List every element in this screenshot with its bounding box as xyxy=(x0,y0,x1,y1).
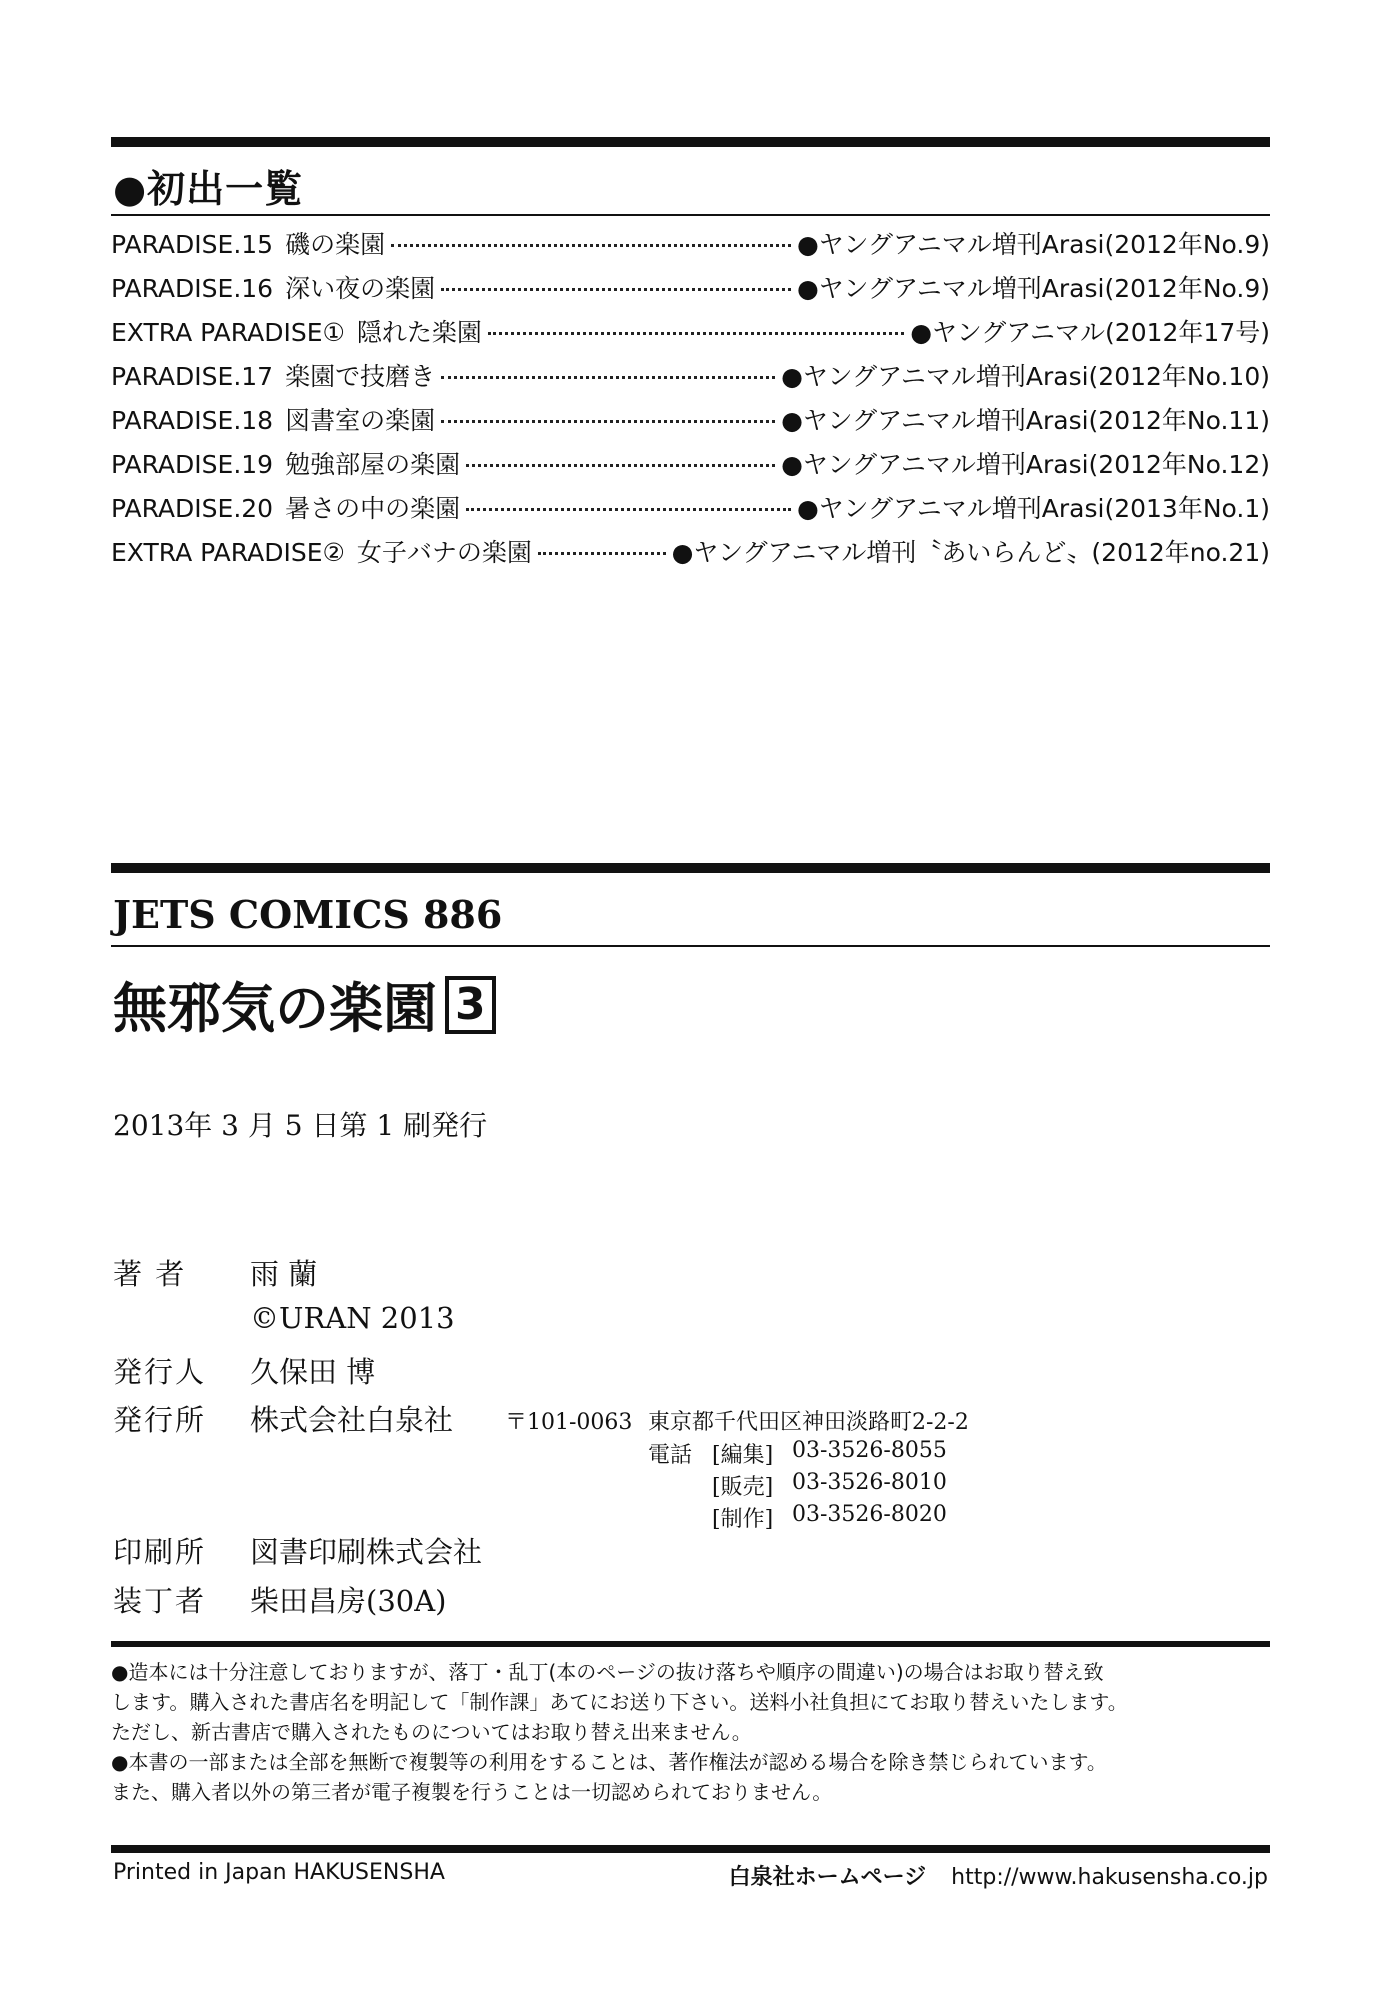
homepage-url[interactable]: http://www.hakusensha.co.jp xyxy=(951,1865,1268,1890)
colophon-thick-rule xyxy=(111,863,1270,873)
phone-number-production: 03-3526-8020 xyxy=(792,1502,947,1527)
notice-line: ●本書の一部または全部を無断で複製等の利用をすることは、著作権法が認める場合を除き禁じられています。 xyxy=(111,1750,1107,1774)
heading-underline xyxy=(111,214,1270,216)
notice-line: ●造本には十分注意しておりますが、落丁・乱丁(本のページの抜け落ちや順序の間違い)の場合はお取り替え致 xyxy=(111,1660,1104,1684)
list-item xyxy=(111,225,1270,269)
source-magazine: ●ヤングアニマル(2012年17号) xyxy=(910,318,1270,347)
notice-rule xyxy=(111,1641,1270,1647)
chapter-title: 磯の楽園 xyxy=(285,230,386,259)
designer-label: 装丁者 xyxy=(113,1584,207,1618)
designer-name: 柴田昌房(30A) xyxy=(250,1584,447,1618)
chapter-title: 深い夜の楽園 xyxy=(285,274,436,303)
source-magazine: ●ヤングアニマル増刊Arasi(2012年No.10) xyxy=(781,362,1270,391)
dot-leader xyxy=(488,332,904,335)
source-magazine: ●ヤングアニマル増刊Arasi(2012年No.9) xyxy=(796,274,1270,303)
list-item xyxy=(111,533,1270,577)
dot-leader xyxy=(441,288,791,291)
book-title xyxy=(113,966,496,1043)
printer-name: 図書印刷株式会社 xyxy=(250,1535,483,1569)
publication-date: 2013年 3 月 5 日第 1 刷発行 xyxy=(113,1109,488,1142)
chapter-title: 暑さの中の楽園 xyxy=(285,494,461,523)
chapter-number: PARADISE.17 xyxy=(111,362,274,391)
series-name: JETS COMICS 886 xyxy=(113,892,503,937)
homepage-label: 白泉社ホームページ xyxy=(728,1865,927,1890)
chapter-title: 勉強部屋の楽園 xyxy=(285,450,461,479)
author-name: 雨 蘭 xyxy=(250,1257,318,1291)
dot-leader xyxy=(538,552,666,555)
list-item xyxy=(111,489,1270,533)
phone-number-sales: 03-3526-8010 xyxy=(792,1470,947,1495)
chapter-title: 図書室の楽園 xyxy=(285,406,436,435)
source-magazine: ●ヤングアニマル増刊Arasi(2012年No.11) xyxy=(781,406,1270,435)
homepage xyxy=(729,1860,1268,1891)
list-item xyxy=(111,313,1270,357)
chapter-number: EXTRA PARADISE① xyxy=(111,318,345,347)
dot-leader xyxy=(391,244,791,247)
publisher-person: 久保田 博 xyxy=(250,1355,376,1389)
phone-dept-production: [制作] xyxy=(712,1507,774,1532)
list-item xyxy=(111,357,1270,401)
chapter-title: 楽園で技磨き xyxy=(285,362,436,391)
top-thick-rule xyxy=(111,137,1270,147)
chapter-title: 女子バナの楽園 xyxy=(356,538,532,567)
volume-number: 3 xyxy=(445,976,496,1034)
source-magazine: ●ヤングアニマル増刊Arasi(2013年No.1) xyxy=(796,494,1270,523)
chapter-number: PARADISE.19 xyxy=(111,450,274,479)
publisher-name: 株式会社白泉社 xyxy=(250,1403,454,1437)
first-appearance-heading: ●初出一覧 xyxy=(113,167,304,211)
phone-dept-editorial: [編集] xyxy=(712,1443,774,1468)
chapter-number: EXTRA PARADISE② xyxy=(111,538,345,567)
footer-rule xyxy=(111,1845,1270,1853)
phone-label: 電話 xyxy=(648,1443,693,1468)
series-underline xyxy=(111,945,1270,947)
list-item xyxy=(111,401,1270,445)
list-item xyxy=(111,445,1270,489)
phone-dept-sales: [販売] xyxy=(712,1475,774,1500)
printer-label: 印刷所 xyxy=(113,1535,207,1569)
printed-in: Printed in Japan HAKUSENSHA xyxy=(113,1860,445,1885)
dot-leader xyxy=(441,420,775,423)
dot-leader xyxy=(466,508,791,511)
source-magazine: ●ヤングアニマル増刊Arasi(2012年No.12) xyxy=(781,450,1270,479)
publisher-person-label: 発行人 xyxy=(113,1355,207,1389)
copyright: ©URAN 2013 xyxy=(250,1301,455,1335)
chapter-title: 隠れた楽園 xyxy=(356,318,482,347)
notice-line: します。購入された書店名を明記して「制作課」あてにお送り下さい。送料小社負担にてお取り替えいたします。 xyxy=(111,1690,1128,1714)
chapter-number: PARADISE.15 xyxy=(111,230,274,259)
publisher-label: 発行所 xyxy=(113,1403,207,1437)
legal-notice xyxy=(111,1657,1281,1807)
book-title-text: 無邪気の楽園 xyxy=(113,977,437,1040)
dot-leader xyxy=(466,464,775,467)
dot-leader xyxy=(441,376,775,379)
address: 東京都千代田区神田淡路町2-2-2 xyxy=(648,1410,969,1435)
source-magazine: ●ヤングアニマル増刊〝あいらんど〟(2012年no.21) xyxy=(671,538,1270,567)
list-item xyxy=(111,269,1270,313)
first-appearance-list xyxy=(111,225,1270,577)
phone-number-editorial: 03-3526-8055 xyxy=(792,1438,947,1463)
source-magazine: ●ヤングアニマル増刊Arasi(2012年No.9) xyxy=(796,230,1270,259)
notice-line: ただし、新古書店で購入されたものについてはお取り替え出来ません。 xyxy=(111,1720,752,1744)
postal-code: 〒101-0063 xyxy=(505,1410,633,1435)
author-label: 著 者 xyxy=(113,1257,187,1291)
notice-line: また、購入者以外の第三者が電子複製を行うことは一切認められておりません。 xyxy=(111,1780,833,1804)
chapter-number: PARADISE.20 xyxy=(111,494,274,523)
chapter-number: PARADISE.16 xyxy=(111,274,274,303)
chapter-number: PARADISE.18 xyxy=(111,406,274,435)
